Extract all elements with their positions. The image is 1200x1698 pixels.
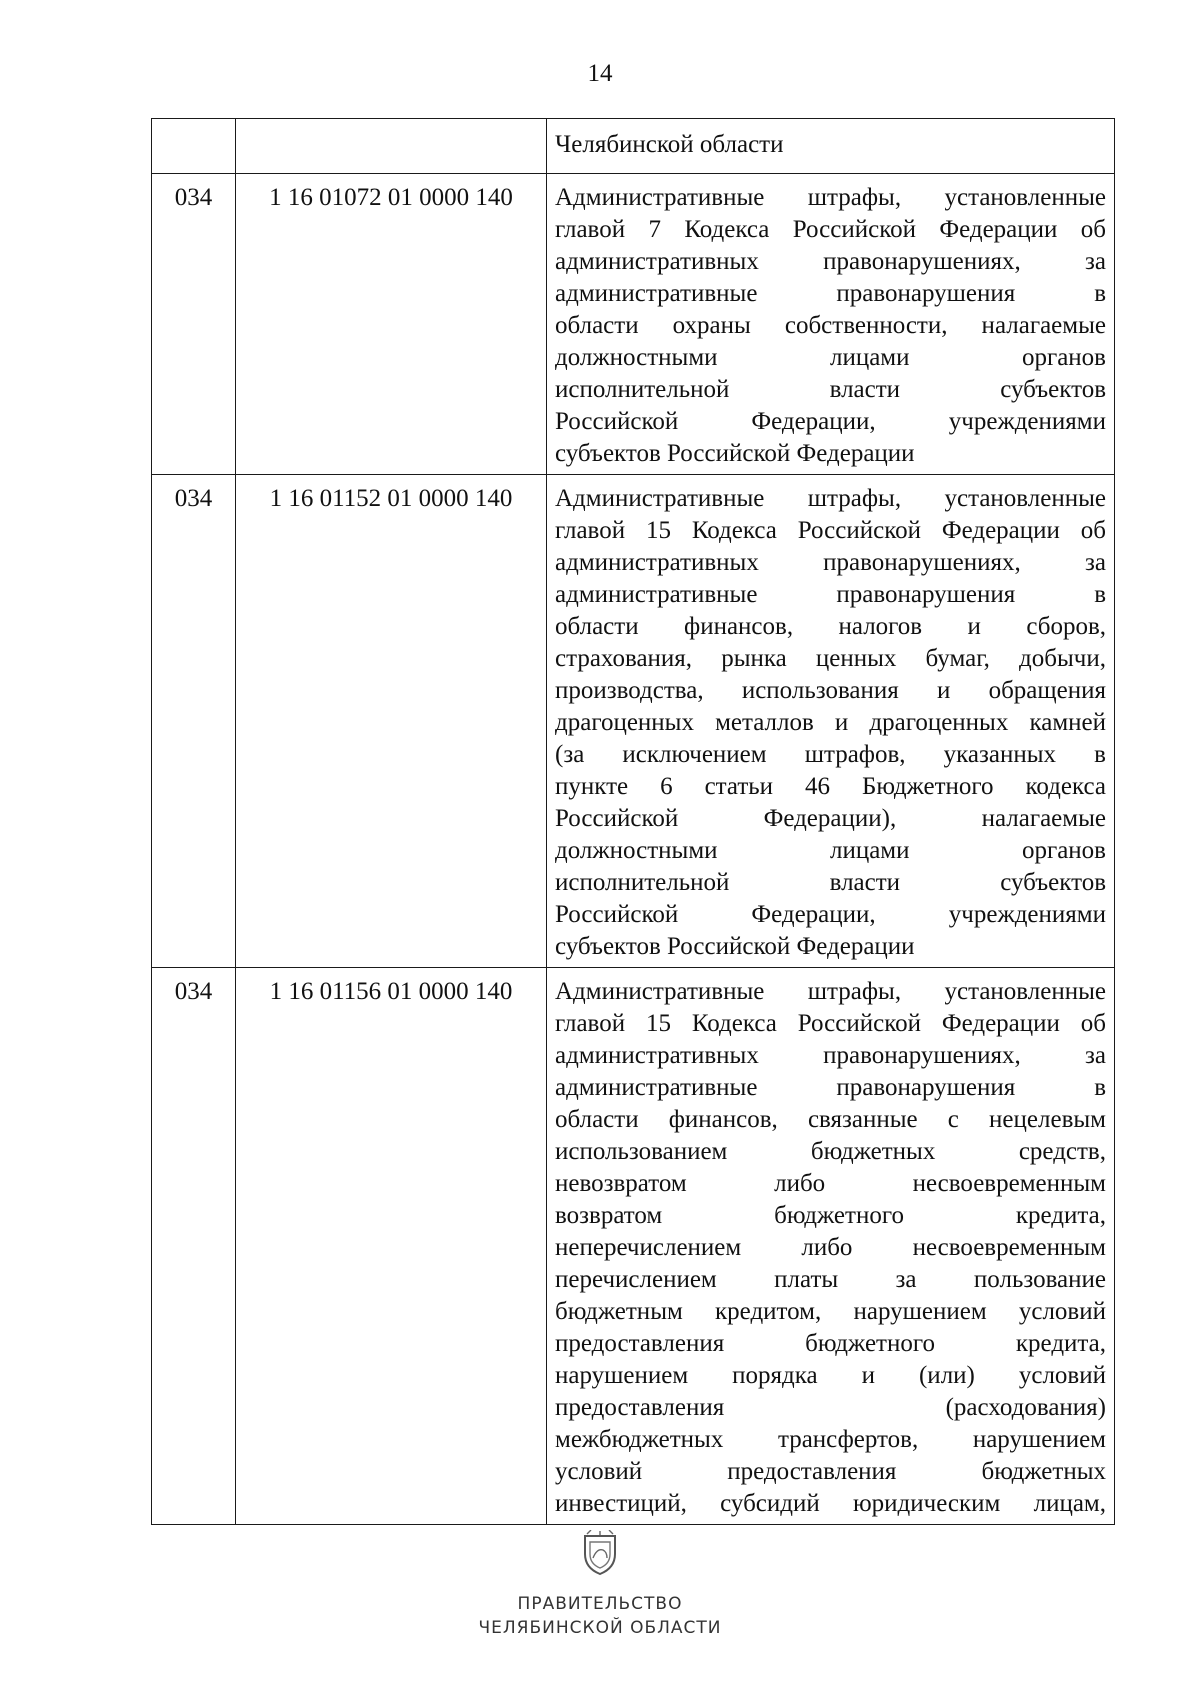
budget-code-cell: 1 16 01156 01 0000 140	[236, 968, 547, 1525]
description-line: Российской Федерации, учреждениями	[555, 408, 1106, 435]
description-line: невозвратом либо несвоевременным	[555, 1170, 1106, 1197]
description-line: исполнительной власти субъектов	[555, 376, 1106, 403]
description-line: области финансов, связанные с нецелевым	[555, 1106, 1106, 1133]
description-line: предоставления бюджетного кредита,	[555, 1330, 1106, 1357]
description-line: Российской Федерации, учреждениями	[555, 901, 1106, 928]
description-line: Административные штрафы, установленные	[555, 485, 1106, 512]
agency-code-cell	[152, 119, 236, 174]
description-line: административных правонарушениях, за	[555, 1042, 1106, 1069]
description-line: драгоценных металлов и драгоценных камней	[555, 709, 1106, 736]
description-line: области финансов, налогов и сборов,	[555, 613, 1106, 640]
description-line: страхования, рынка ценных бумаг, добычи,	[555, 645, 1106, 672]
description-line: межбюджетных трансфертов, нарушением	[555, 1426, 1106, 1453]
description-line: субъектов Российской Федерации	[555, 440, 915, 467]
description-line: административных правонарушениях, за	[555, 248, 1106, 275]
description-line: административные правонарушения в	[555, 280, 1106, 307]
coat-of-arms-icon	[577, 1530, 623, 1576]
description-line: исполнительной власти субъектов	[555, 869, 1106, 896]
description-line: возвратом бюджетного кредита,	[555, 1202, 1106, 1229]
agency-code-cell: 034	[152, 475, 236, 968]
description-line: бюджетным кредитом, нарушением условий	[555, 1298, 1106, 1325]
description-line: должностными лицами органов	[555, 837, 1106, 864]
budget-code-cell	[236, 119, 547, 174]
description-line: предоставления (расходования)	[555, 1394, 1106, 1421]
description-line: главой 15 Кодекса Российской Федерации об	[555, 1010, 1106, 1037]
description-line: административных правонарушениях, за	[555, 549, 1106, 576]
description-line: перечислением платы за пользование	[555, 1266, 1106, 1293]
stamp-line-1: ПРАВИТЕЛЬСТВО	[517, 1594, 683, 1614]
description-line: должностными лицами органов	[555, 344, 1106, 371]
description-line: неперечислением либо несвоевременным	[555, 1234, 1106, 1261]
table-row	[152, 119, 1115, 174]
budget-code-cell: 1 16 01152 01 0000 140	[236, 475, 547, 968]
description-line: области охраны собственности, налагаемые	[555, 312, 1106, 339]
description-line: субъектов Российской Федерации	[555, 933, 915, 960]
table-row	[152, 174, 1115, 475]
description-line: административные правонарушения в	[555, 581, 1106, 608]
description-line: условий предоставления бюджетных	[555, 1458, 1106, 1485]
description-cell	[547, 174, 1115, 475]
description-cell	[547, 475, 1115, 968]
description-line: производства, использования и обращения	[555, 677, 1106, 704]
income-codes-table	[151, 118, 1115, 1525]
description-line: Административные штрафы, установленные	[555, 978, 1106, 1005]
description-line: нарушением порядка и (или) условий	[555, 1362, 1106, 1389]
description-cell	[547, 119, 1115, 174]
agency-code-cell: 034	[152, 174, 236, 475]
description-line: (за исключением штрафов, указанных в	[555, 741, 1106, 768]
table-row	[152, 968, 1115, 1525]
description-line: Российской Федерации), налагаемые	[555, 805, 1106, 832]
table-row	[152, 475, 1115, 968]
stamp-line-2: ЧЕЛЯБИНСКОЙ ОБЛАСТИ	[478, 1618, 722, 1638]
description-cell	[547, 968, 1115, 1525]
budget-code-cell: 1 16 01072 01 0000 140	[236, 174, 547, 475]
description-line: административные правонарушения в	[555, 1074, 1106, 1101]
agency-code-cell: 034	[152, 968, 236, 1525]
description-line: инвестиций, субсидий юридическим лицам,	[555, 1490, 1106, 1517]
page-number: 14	[587, 60, 613, 87]
description-line: Челябинской области	[555, 131, 784, 158]
description-line: использованием бюджетных средств,	[555, 1138, 1106, 1165]
description-line: Административные штрафы, установленные	[555, 184, 1106, 211]
description-line: главой 7 Кодекса Российской Федерации об	[555, 216, 1106, 243]
table-body	[152, 119, 1115, 1525]
description-line: главой 15 Кодекса Российской Федерации об	[555, 517, 1106, 544]
description-line: пункте 6 статьи 46 Бюджетного кодекса	[555, 773, 1106, 800]
